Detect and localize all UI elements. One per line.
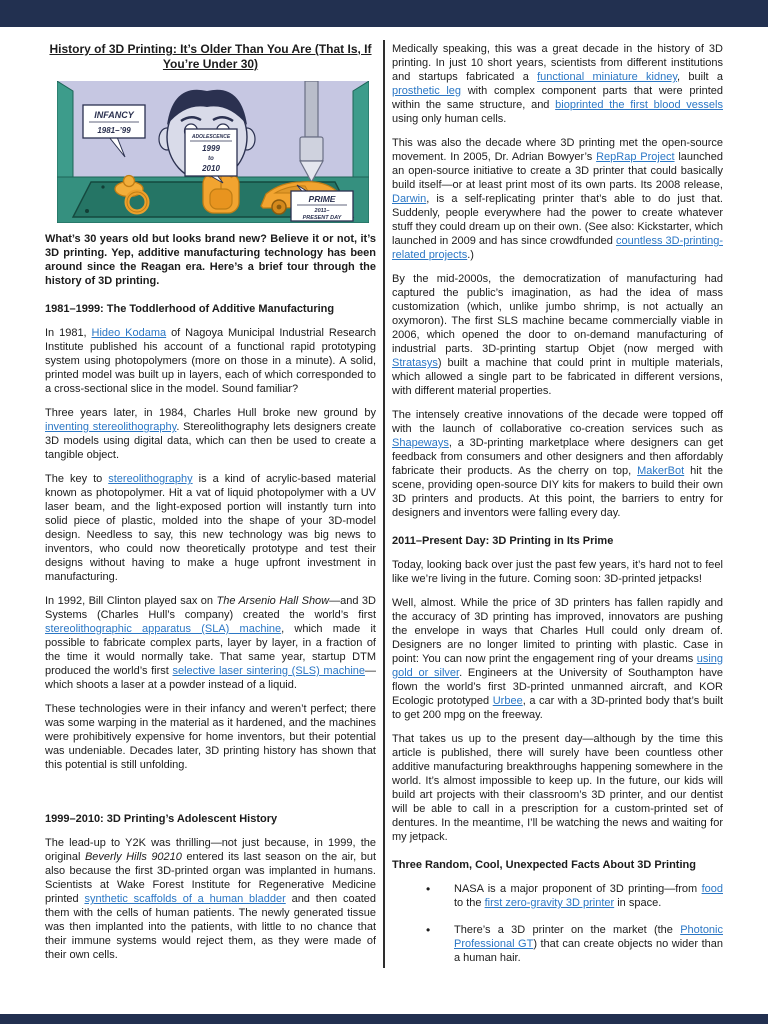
inline-link[interactable]: MakerBot xyxy=(637,465,685,477)
inline-link[interactable]: synthetic scaffolds of a human bladder xyxy=(84,893,286,905)
article-paragraph: Well, almost. While the price of 3D printers has fallen rapidly and the accuracy of 3D printing has improved, innovators are pushing the envelope in ways that Charles Hull could only dream of. Designers are no longer limited to printing with plastic. Case in point: You can now print the engagement ring of your dreams using gold or silver. Engineers at the University of Southampton have flown the world’s first 3D-printed unmanned aircraft, and KOR Ecologic prototyped Urbee, a car with a 3D-printed body that’s built to get 200 mpg on the freeway. xyxy=(392,597,723,721)
article-paragraph: This was also the decade where 3D printing met the open-source movement. In 2005, Dr. Adrian Bowyer’s RepRap Project launched an open-source initiative to create a 3D printer that could basically build itself—or at least print most of its own parts. Its 2008 release, Darwin, is a self-replicating printer that’s able to do just that. Suddenly, people everywhere had the power to create whatever stuff they could dream up on their own. (See also: Kickstarter, which launched in 2009 and has since crowdfunded countless 3D-printing-related projects.) xyxy=(392,137,723,261)
inline-link[interactable]: Shapeways xyxy=(392,437,449,449)
article-paragraph: The lead-up to Y2K was thrilling—not just because, in 1999, the original Beverly Hills 90210 entered its last season on the air, but also because the first 3D-printed organ was implanted in humans. Scientists at Wake Forest Institute for Regenerative Medicine printed synthetic scaffolds of a human bladder and then coated them with the cells of human patients. The newly generated tissue was then implanted into the patients, with little to no chance that their immune systems would reject them, as they were made of their own cells. xyxy=(45,837,376,961)
article-paragraph: That takes us up to the present day—although by the time this article is published, there will surely have been countless other additive manufacturing breakthroughs happening somewhere in the world. It’s almost impossible to keep up. In the future, our kids will build art projects with their classroom’s 3D printer, and our dentist will be able to call in a prescription for a custom-printed set of dentures. In the meantime, I’ll be watching the news and waiting for my jetpack. xyxy=(392,733,723,843)
section-heading: Three Random, Cool, Unexpected Facts About 3D Printing xyxy=(392,859,696,871)
adolescence-callout xyxy=(185,129,237,183)
inline-link[interactable]: food xyxy=(701,883,723,895)
inline-link[interactable]: stereolithography xyxy=(108,473,193,485)
inline-link[interactable]: Darwin xyxy=(392,193,427,205)
prime-years-top: 2011– xyxy=(314,208,330,214)
inline-link[interactable]: selective laser sintering (SLS) machine xyxy=(172,665,365,677)
fact-list-item: • NASA is a major proponent of 3D printing—from food to the first zero-gravity 3D printer in space. xyxy=(426,882,723,910)
inline-link[interactable]: stereolithographic apparatus (SLA) machine xyxy=(45,623,282,635)
italic-text: The Arsenio Hall Show xyxy=(216,595,330,607)
inline-link[interactable]: Hideo Kodama xyxy=(91,327,167,339)
prime-label: PRIME xyxy=(308,194,336,204)
article-paragraph: The key to stereolithography is a kind of acrylic-based material known as photopolymer. Hit a vat of liquid photopolymer with a UV laser beam, and the light-exposed portion will instantly turn into solid piece of plastic, molded into the shape of your 3D-model design. Needless to say, this new technology was big news to inventors, who could now theoretically prototype and test their designs without having to make a huge upfront investment in manufacturing. xyxy=(45,473,376,583)
inline-link[interactable]: countless 3D-printing-related projects xyxy=(392,235,723,261)
article-paragraph: By the mid-2000s, the democratization of manufacturing had captured the public’s imagination, as had the idea of mass customization (which, unlike jumbo shrimp, is not actually an oxymoron). The first SLS machine became commercially viable in 2006, which opened the door to on-demand manufacturing of industrial parts. 3D-printing startup Objet (now merged with Stratasys) built a machine that could print in multiple materials, which allowed a single part to be fabricated in different versions, with different material properties. xyxy=(392,273,723,397)
italic-text: Beverly Hills 90210 xyxy=(84,851,182,863)
section-heading: 1981–1999: The Toddlerhood of Additive Manufacturing xyxy=(45,303,335,315)
article-paragraph: What’s 30 years old but looks brand new? Believe it or not, it’s 3D printing. Yep, additive manufacturing technology has been around since the Reagan era. Here’s a brief tour through the history of 3D printing. xyxy=(45,233,376,287)
right-column xyxy=(392,42,723,972)
inline-link[interactable]: functional miniature kidney xyxy=(537,71,678,83)
inline-link[interactable]: bioprinted the first blood vessels xyxy=(555,99,723,111)
inline-link[interactable]: first zero-gravity 3D printer xyxy=(484,897,615,909)
viewer-top-bar xyxy=(0,0,768,27)
prime-callout xyxy=(291,185,353,221)
fact-list-item: • There’s a 3D printer on the market (the Photonic Professional GT) that can create objects no wider than a human hair. xyxy=(426,923,723,965)
section-heading: 1999–2010: 3D Printing’s Adolescent History xyxy=(45,813,278,825)
right-column-blocks xyxy=(392,42,723,965)
infancy-years: 1981–’99 xyxy=(97,126,131,135)
inline-link[interactable]: Urbee xyxy=(492,695,523,707)
printer-illustration-svg xyxy=(57,81,369,223)
inline-link[interactable]: using gold or silver xyxy=(392,653,723,679)
inline-link[interactable]: prosthetic leg xyxy=(392,85,462,97)
article-illustration xyxy=(57,81,369,223)
left-column xyxy=(45,42,376,972)
article-title: History of 3D Printing: It’s Older Than You Are (That Is, If You’re Under 30) xyxy=(49,42,372,71)
adolescence-label: ADOLESCENCE xyxy=(191,134,231,140)
inline-link[interactable]: inventing stereolithography xyxy=(45,421,177,433)
adolescence-to: to xyxy=(208,156,214,162)
facts-list xyxy=(392,882,723,965)
section-heading: 2011–Present Day: 3D Printing in Its Prime xyxy=(392,535,614,547)
prime-years-bottom: PRESENT DAY xyxy=(302,215,342,221)
left-column-blocks xyxy=(45,232,376,962)
backpack-illustration xyxy=(203,171,239,213)
inline-link[interactable]: Photonic Professional GT xyxy=(454,924,723,950)
adolescence-years-top: 1999 xyxy=(202,144,220,153)
adolescence-years-bottom: 2010 xyxy=(202,164,220,173)
column-divider xyxy=(383,40,385,968)
article-paragraph: Medically speaking, this was a great decade in the history of 3D printing. In just 10 short years, scientists from different institutions and startups fabricated a functional miniature kidney, built a prosthetic leg with complex component parts that were printed within the same structure, and bioprinted the first blood vessels using only human cells. xyxy=(392,43,723,125)
article-paragraph: The intensely creative innovations of the decade were topped off with the launch of collaborative co-creation services such as Shapeways, a 3D-printing marketplace where designers can get feedback from consumers and other designers and then affordably fabricate their products. As the cherry on top, MakerBot hit the scene, providing open-source DIY kits for makers to build their own 3D printers and products. At this point, the barriers to entry for designers and inventors were falling every day. xyxy=(392,409,723,519)
inline-link[interactable]: RepRap Project xyxy=(596,151,675,163)
article-paragraph: Three years later, in 1984, Charles Hull broke new ground by inventing stereolithography. Stereolithography lets designers create 3D models using digital data, which can then be used to create a tangible object. xyxy=(45,407,376,461)
viewer-bottom-bar xyxy=(0,1014,768,1024)
article-paragraph: In 1981, Hideo Kodama of Nagoya Municipal Industrial Research Institute published his account of a functional rapid prototyping system using photopolymers (more on those in a minute). A solid, printed model was built up in layers, each of which corresponded to a cross-sectional slice in the model. Sound familiar? xyxy=(45,327,376,395)
article-paragraph: In 1992, Bill Clinton played sax on The Arsenio Hall Show—and 3D Systems (Charles Hull’s company) created the world’s first stereolithographic apparatus (SLA) machine, which made it possible to fabricate complex parts, layer by layer, in a fraction of the time it would normally take. That same year, startup DTM produced the world’s first selective laser sintering (SLS) machine—which shoots a laser at a powder instead of a liquid. xyxy=(45,595,376,691)
inline-link[interactable]: Stratasys xyxy=(392,357,438,369)
infancy-label: INFANCY xyxy=(94,110,134,120)
article-paragraph: These technologies were in their infancy and weren’t perfect; there was some warping in the material as it hardened, and the machines were prohibitively expensive for home inventors, but their potential was undeniable. Decades later, 3D printing history has shown that this potential is still unfolding. xyxy=(45,703,376,771)
article-paragraph: Today, looking back over just the past few years, it’s hard not to feel like we’re living in the future. Coming soon: 3D-printed jetpacks! xyxy=(392,559,723,585)
